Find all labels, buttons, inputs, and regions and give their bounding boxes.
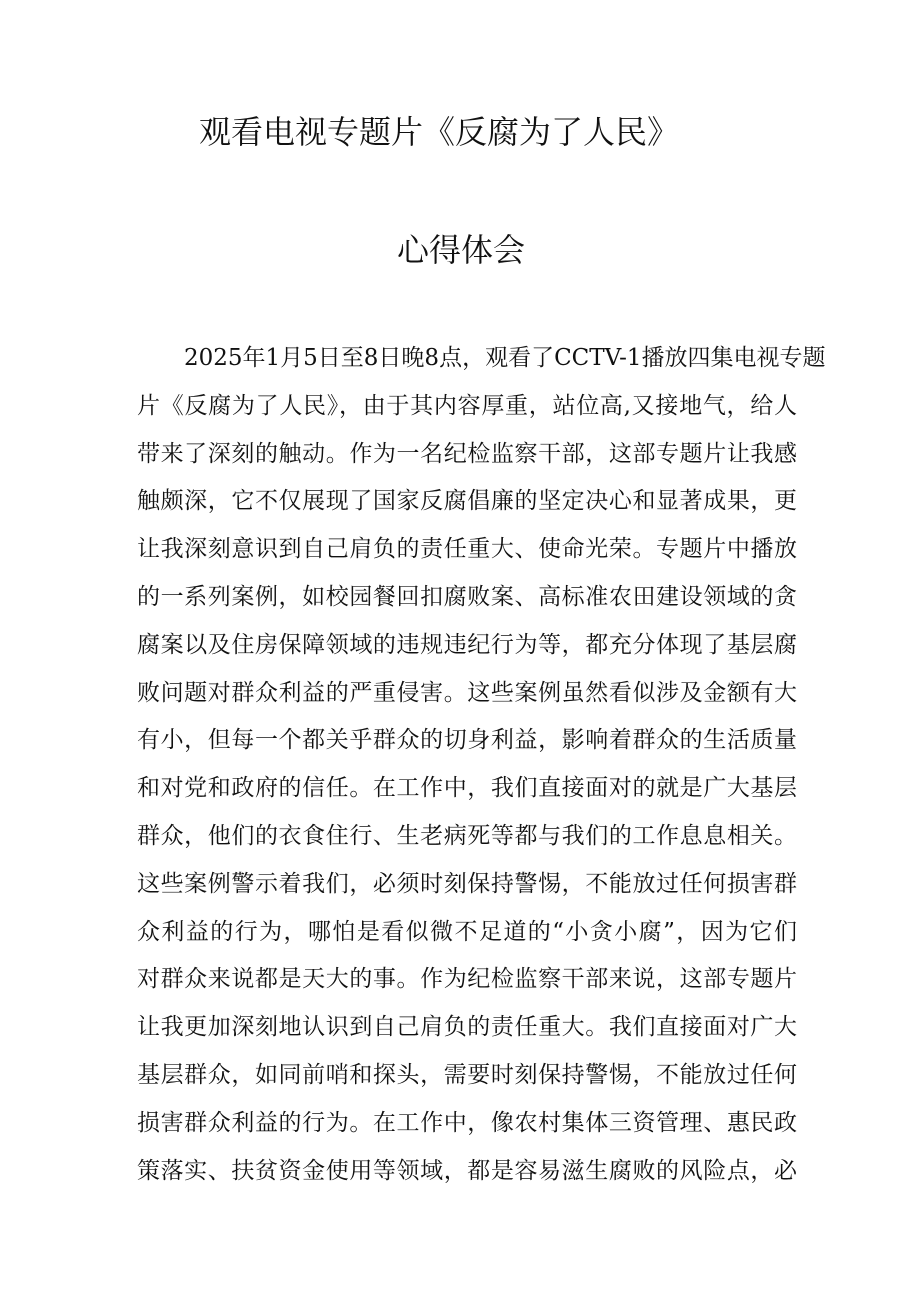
- body-line: 有小，但每一个都关乎群众的切身利益，影响着群众的生活质量: [137, 727, 797, 754]
- body-line: 带来了深刻的触动。作为一名纪检监察干部，这部专题片让我感: [137, 440, 797, 467]
- body-line: 损害群众利益的行为。在工作中，像农村集体三资管理、惠民政: [137, 1109, 797, 1136]
- body-line: 让我深刻意识到自己肩负的责任重大、使命光荣。专题片中播放: [137, 536, 797, 563]
- body-line: 败问题对群众利益的严重侵害。这些案例虽然看似涉及金额有大: [137, 679, 797, 706]
- body-text: [137, 335, 826, 1195]
- body-line: 片《反腐为了人民》，由于其内容厚重，站位高,又接地气，给人: [137, 392, 797, 419]
- body-line: 的一系列案例，如校园餐回扣腐败案、高标准农田建设领域的贪: [137, 583, 797, 610]
- body-line: 群众，他们的衣食住行、生老病死等都与我们的工作息息相关。: [137, 822, 797, 849]
- body-line: 腐案以及住房保障领域的违规违纪行为等，都充分体现了基层腐: [137, 631, 797, 658]
- document-title: 观看电视专题片《反腐为了人民》: [199, 113, 680, 151]
- body-line: 策落实、扶贫资金使用等领域，都是容易滋生腐败的风险点，必: [137, 1157, 797, 1184]
- body-line: 基层群众，如同前哨和探头，需要时刻保持警惕，不能放过任何: [137, 1061, 797, 1088]
- body-line: 触颇深，它不仅展现了国家反腐倡廉的坚定决心和显著成果，更: [137, 488, 797, 515]
- body-line: 对群众来说都是天大的事。作为纪检监察干部来说，这部专题片: [137, 966, 797, 993]
- body-line: 和对党和政府的信任。在工作中，我们直接面对的就是广大基层: [137, 775, 797, 802]
- body-line: 2025年1月5日至8日晚8点，观看了CCTV-1播放四集电视专题: [184, 345, 826, 371]
- body-line: 众利益的行为，哪怕是看似微不足道的“小贪小腐”，因为它们: [137, 918, 797, 945]
- body-line: 这些案例警示着我们，必须时刻保持警惕，不能放过任何损害群: [137, 870, 797, 897]
- document-subtitle: 心得体会: [397, 231, 526, 269]
- body-line: 让我更加深刻地认识到自己肩负的责任重大。我们直接面对广大: [137, 1014, 797, 1041]
